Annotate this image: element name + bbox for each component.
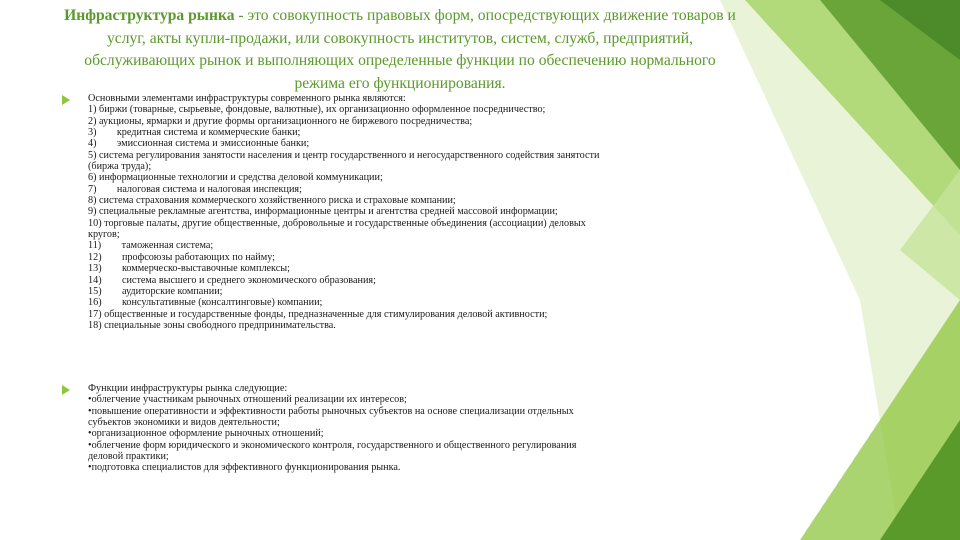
elements-list-line: 1) биржи (товарные, сырьевые, фондовые, валютные), их организационно оформленное посредничество; — [88, 104, 546, 116]
elements-list-line: 5) система регулирования занятости населения и центр государственного и негосударственного содействия занятости — [88, 149, 600, 161]
elements-list-line: кругов; — [88, 229, 120, 241]
elements-list-line: 7) налоговая система и налоговая инспекция; — [88, 183, 302, 195]
elements-list-line: 8) система страхования коммерческого хозяйственного риска и страховые компании; — [88, 195, 456, 207]
elements-list-line: 4) эмиссионная система и эмиссионные банки; — [88, 138, 310, 150]
elements-list-line: Основными элементами инфраструктуры современного рынка являются: — [88, 93, 406, 104]
elements-list-line: 18) специальные зоны свободного предпринимательства. — [88, 319, 336, 331]
functions-list-line: Функции инфраструктуры рынка следующие: — [88, 383, 288, 394]
elements-list-line: 6) информационные технологии и средства деловой коммуникации; — [88, 172, 383, 184]
functions-list-line: субъектов экономики и видов деятельности; — [88, 417, 280, 429]
elements-list-line: (биржа труда); — [88, 161, 152, 173]
elements-list-line: 15) аудиторские компании; — [88, 285, 223, 297]
functions-list-line: деловой практики; — [88, 451, 169, 463]
elements-list-line: 14) система высшего и среднего экономического образования; — [88, 274, 376, 286]
functions-list-line: •повышение оперативности и эффективности работы рыночных субъектов на основе специализации отдельных — [88, 405, 574, 417]
arrow-bullet-icon — [62, 95, 70, 105]
title-term: Инфраструктура рынка — [64, 7, 235, 24]
elements-list-line: 12) профсоюзы работающих по найму; — [88, 251, 275, 263]
functions-list-line: •облегчение форм юридического и экономического контроля, государственного и общественного регулирования — [88, 439, 577, 451]
functions-list-line: •облегчение участникам рыночных отношений реализации их интересов; — [88, 394, 407, 406]
functions-list — [88, 383, 808, 474]
elements-list-line: 17) общественные и государственные фонды, предназначенные для стимулирования деловой активности; — [88, 308, 548, 320]
elements-list-line: 10) торговые палаты, другие общественные, добровольные и государственные объединения (ассоциации) деловых — [88, 217, 586, 229]
functions-list-line: •организационное оформление рыночных отношений; — [88, 428, 324, 440]
slide-title — [60, 5, 740, 95]
elements-list-line: 2) аукционы, ярмарки и другие формы организационного не биржевого посредничества; — [88, 115, 473, 127]
title-definition: - это совокупность правовых форм, опосредствующих движение товаров и услуг, акты купли-продажи, или совокупность институтов, систем, служб, предприятий, обслуживающих рынок и выполняющих определенные функции по обеспечению нормального режима его функционирования. — [84, 7, 736, 92]
elements-list — [88, 93, 808, 331]
elements-list-line: 16) консультативные (консалтинговые) компании; — [88, 297, 323, 309]
elements-list-line: 3) кредитная система и коммерческие банки; — [88, 127, 301, 139]
arrow-bullet-icon — [62, 385, 70, 395]
elements-list-line: 9) специальные рекламные агентства, информационные центры и агентства средней массовой информации; — [88, 206, 558, 218]
elements-list-line: 11) таможенная система; — [88, 240, 214, 252]
functions-list-line: •подготовка специалистов для эффективного функционирования рынка. — [88, 462, 401, 474]
elements-list-line: 13) коммерческо-выставочные комплексы; — [88, 263, 290, 275]
